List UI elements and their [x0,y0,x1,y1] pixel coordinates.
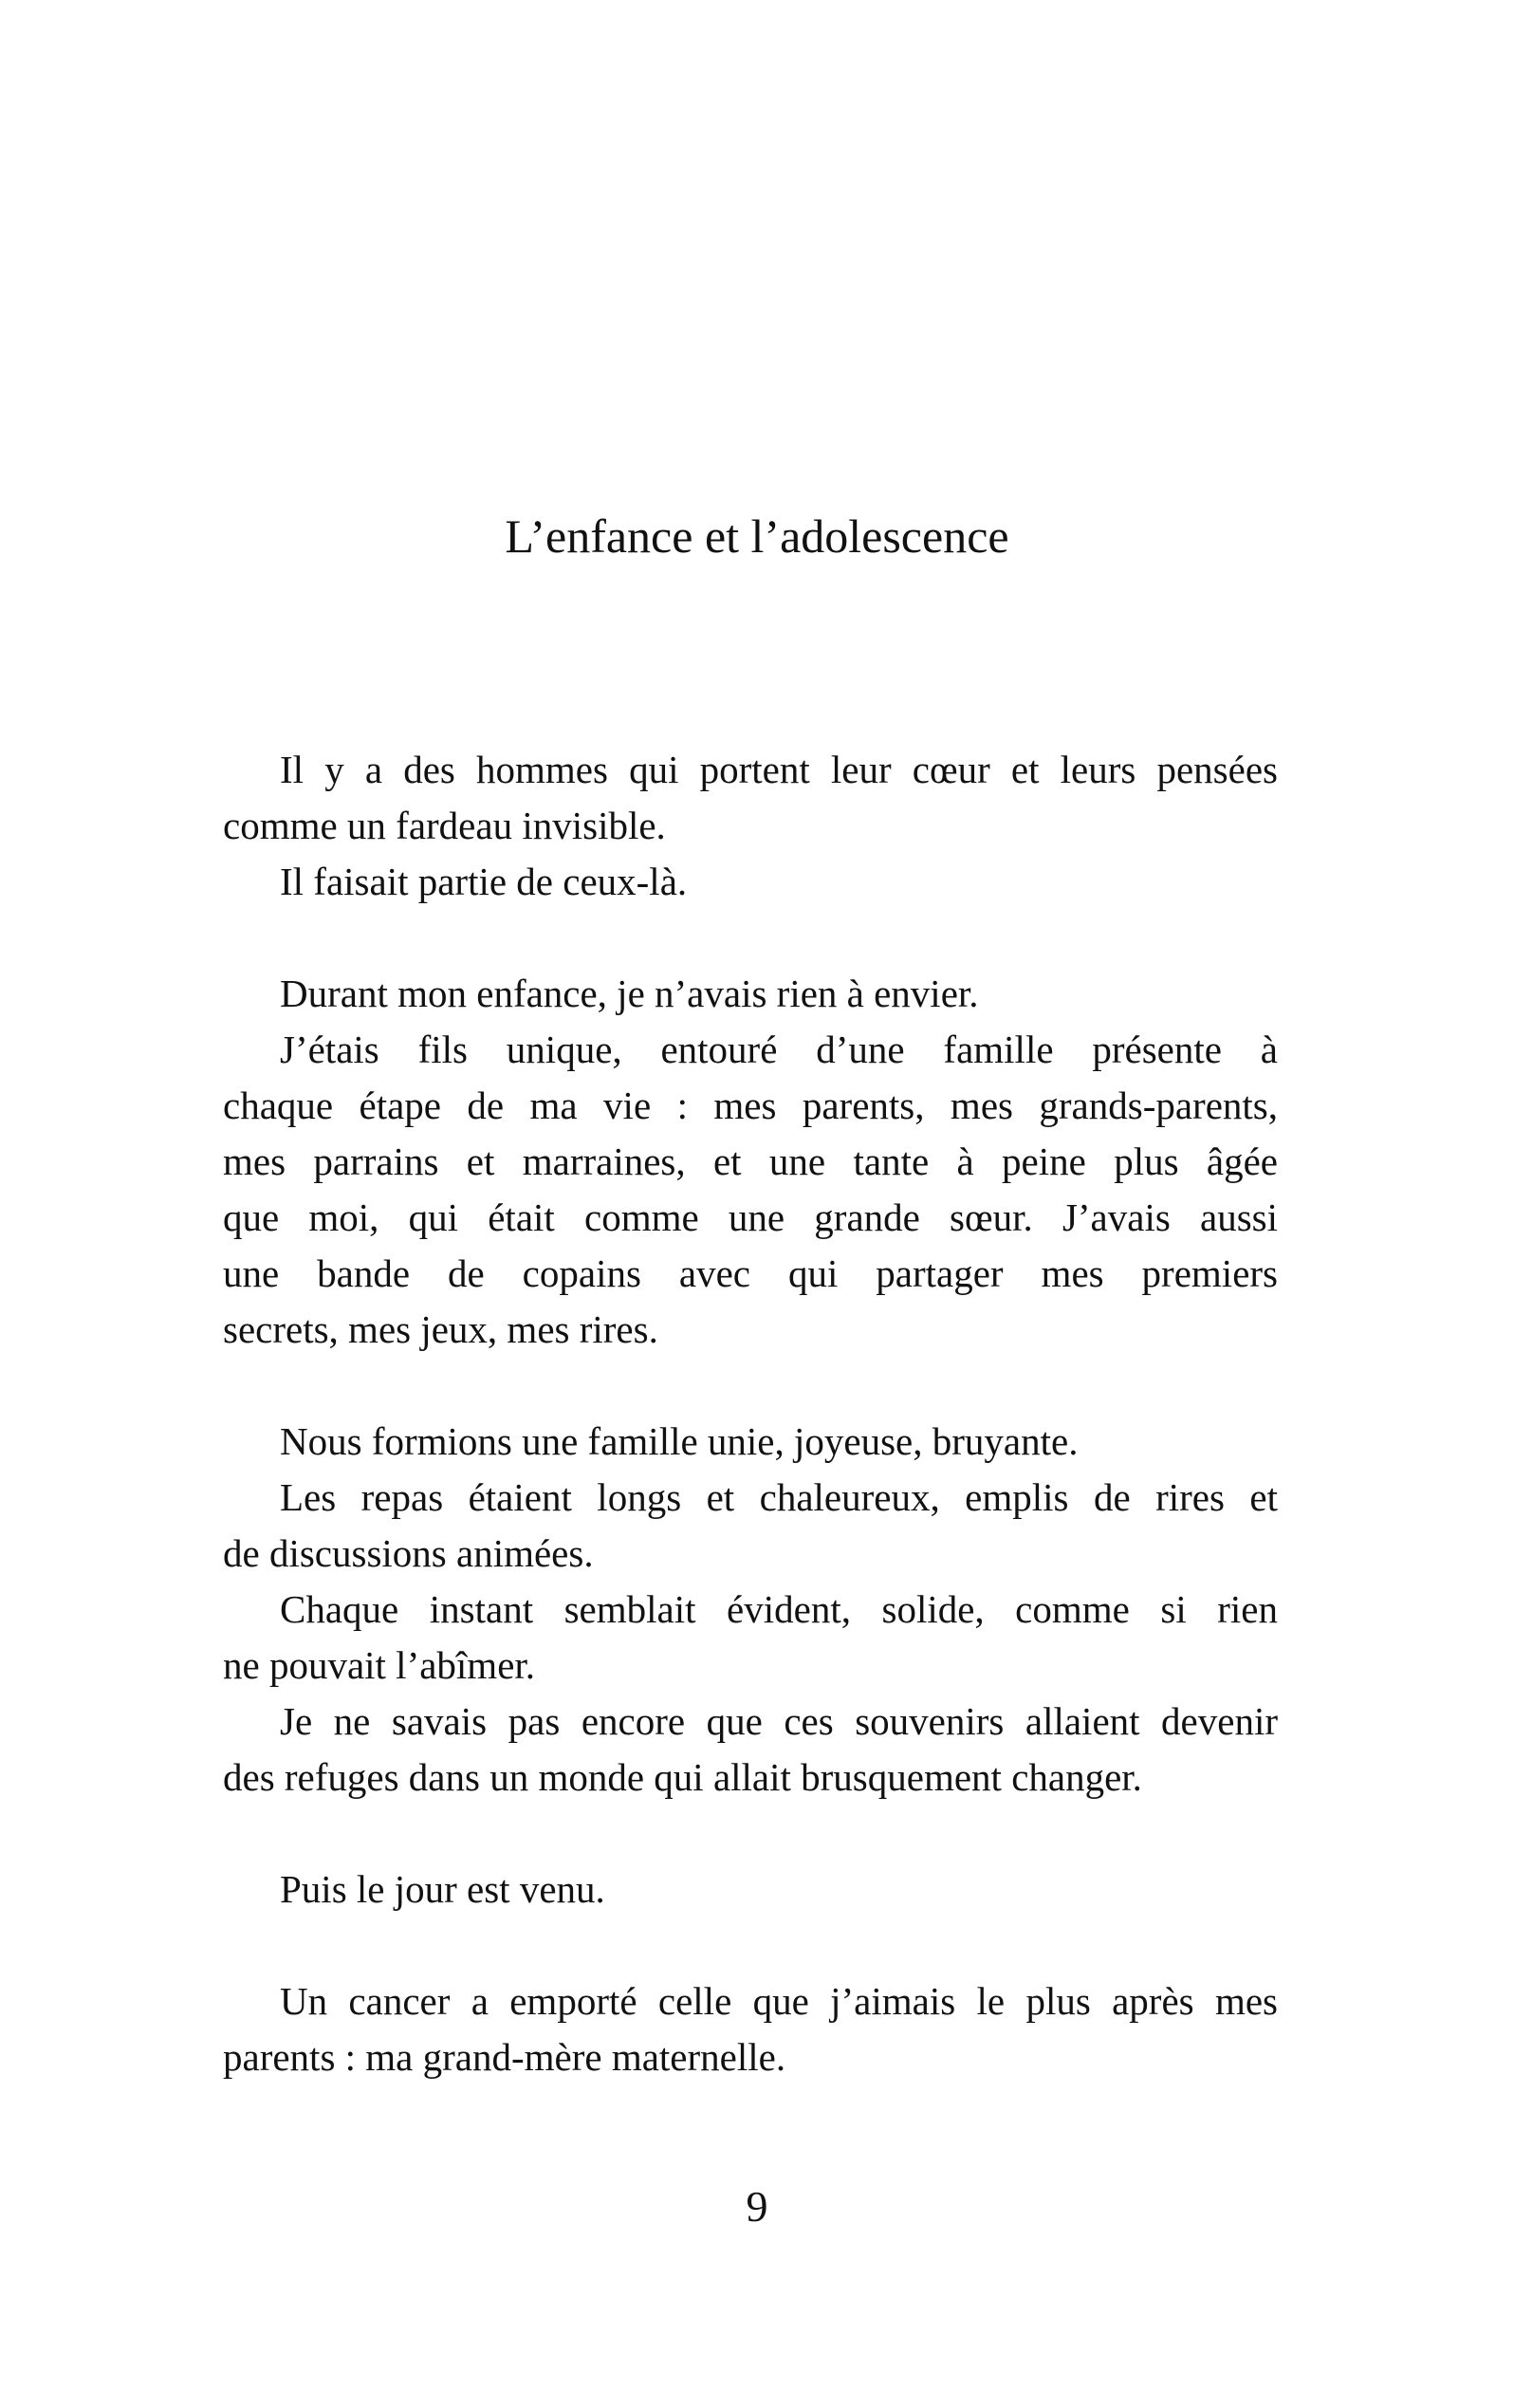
paragraph-gap [223,910,1278,966]
paragraph-line: Je ne savais pas encore que ces souvenirs allaient devenir [280,1699,1278,1743]
paragraph-line: Les repas étaient longs et chaleureux, emplis de rires et [280,1475,1278,1519]
paragraph-line: Il y a des hommes qui portent leur cœur et leurs pensées [280,748,1278,791]
paragraph-line: J’étais fils unique, entouré d’une famille présente à [280,1028,1278,1071]
paragraph-line: Puis le jour est venu. [280,1867,605,1911]
paragraph-line: secrets, mes jeux, mes rires. [223,1307,658,1351]
paragraph-line: que moi, qui était comme une grande sœur. J’avais aussi [223,1195,1278,1239]
paragraph-line: parents : ma grand-mère maternelle. [223,2035,786,2079]
chapter-title: L’enfance et l’adolescence [505,509,1009,563]
paragraph-line: Il faisait partie de ceux-là. [280,860,688,903]
paragraph-line: Un cancer a emporté celle que j’aimais le plus après mes [280,1979,1278,2023]
paragraph-line: ne pouvait l’abîmer. [223,1643,536,1687]
paragraph-line: de discussions animées. [223,1531,594,1575]
paragraph-line: des refuges dans un monde qui allait brusquement changer. [223,1755,1142,1799]
paragraph-gap [223,1917,1278,1973]
page-number: 9 [746,2182,768,2231]
body-text [223,742,1278,2085]
paragraph-line: Durant mon enfance, je n’avais rien à envier. [280,972,979,1015]
paragraph-gap [223,1358,1278,1414]
paragraph-gap [223,1806,1278,1862]
paragraph-line: chaque étape de ma vie : mes parents, mes grands-parents, [223,1084,1278,1127]
paragraph-line: comme un fardeau invisible. [223,804,666,847]
paragraph-line: une bande de copains avec qui partager mes premiers [223,1251,1278,1295]
paragraph-line: Nous formions une famille unie, joyeuse, bruyante. [280,1419,1079,1463]
paragraph-line: mes parrains et marraines, et une tante à peine plus âgée [223,1139,1278,1183]
paragraph-line: Chaque instant semblait évident, solide, comme si rien [280,1587,1278,1631]
